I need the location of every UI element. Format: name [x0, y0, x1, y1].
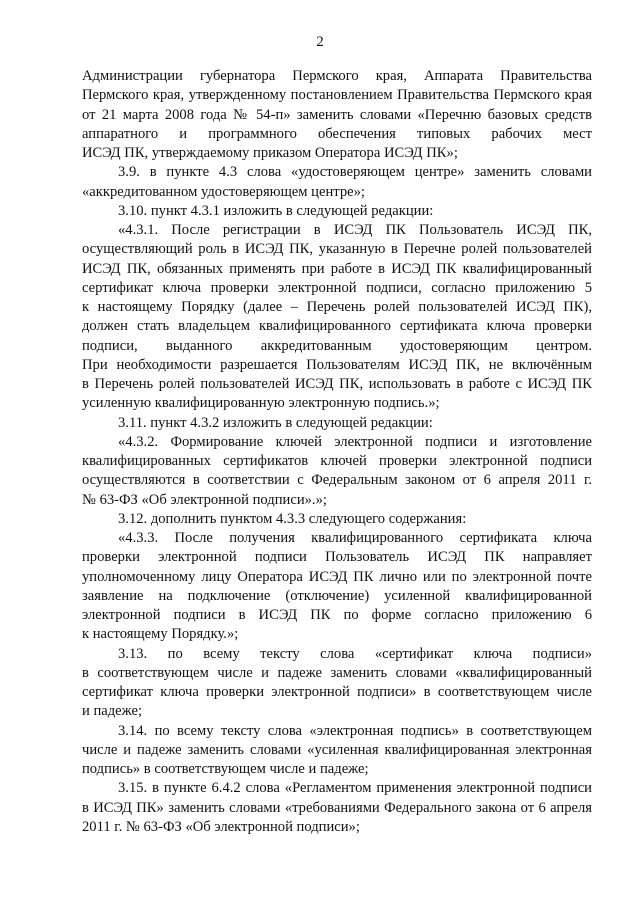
text-line: Администрации губернатора Пермского края, Аппарата Правительства [82, 68, 592, 84]
page-number: 2 [316, 34, 324, 50]
text-line: «4.3.3. После получения квалифицированного сертификата ключа [118, 530, 592, 546]
text-line: квалифицированных сертификатов ключей проверки электронной подписи [82, 453, 592, 469]
text-line: сертификат ключа проверки электронной подписи, согласно приложению 5 [82, 279, 592, 296]
text-line: «4.3.1. После регистрации в ИСЭД ПК Пользователь ИСЭД ПК, [118, 222, 592, 238]
text-line: осуществляются в соответствии с Федеральным законом от 6 апреля 2011 г. [82, 472, 592, 489]
text-line: 3.13. по всему тексту слова «сертификат ключа подписи» [118, 645, 592, 662]
text-line: 3.15. в пункте 6.4.2 слова «Регламентом применения электронной подписи [118, 780, 592, 797]
text-line: осуществляющий роль в ИСЭД ПК, указанную в Перечне ролей пользователей [82, 241, 592, 258]
text-line: 3.12. дополнить пунктом 4.3.3 следующего содержания: [118, 510, 467, 527]
text-line: и падеже; [82, 703, 143, 720]
text-line: от 21 марта 2008 года № 54-п» заменить словами «Перечню базовых средств [82, 106, 592, 123]
text-line: 3.14. по всему тексту слова «электронная подпись» в соответствующем [118, 722, 592, 739]
text-line: проверки электронной подписи Пользователь ИСЭД ПК направляет [82, 549, 592, 566]
text-line: к настоящему Порядку (далее – Перечень ролей пользователей ИСЭД ПК), [82, 299, 592, 315]
text-line: 2011 г. № 63-ФЗ «Об электронной подписи»; [82, 818, 360, 835]
document-body [82, 67, 592, 837]
text-line: аппаратного и программного обеспечения типовых рабочих мест [82, 125, 592, 142]
text-line: уполномоченному лицу Оператора ИСЭД ПК лично или по электронной почте [82, 568, 592, 585]
text-line: электронной подписи в ИСЭД ПК по форме согласно приложению 6 [82, 607, 592, 623]
text-line: ИСЭД ПК, утверждаемому приказом Оператора ИСЭД ПК»; [82, 145, 458, 161]
text-line: усиленную квалифицированную электронную подпись.»; [82, 395, 440, 412]
text-line: ИСЭД ПК, обязанных применять при работе в ИСЭД ПК квалифицированный [82, 260, 592, 277]
text-line: При необходимости разрешается Пользователям ИСЭД ПК, не включённым [82, 356, 592, 373]
text-line: 3.10. пункт 4.3.1 изложить в следующей редакции: [118, 202, 434, 219]
text-line: числе и падеже заменить словами «усиленная квалифицированная электронная [82, 741, 592, 758]
text-line: «аккредитованном удостоверяющем центре»; [82, 183, 365, 200]
text-line: в Перечень ролей пользователей ИСЭД ПК, использовать в работе с ИСЭД ПК [82, 376, 592, 392]
text-line: 3.11. пункт 4.3.2 изложить в следующей редакции: [118, 414, 433, 431]
text-line: № 63-ФЗ «Об электронной подписи».»; [82, 491, 327, 508]
text-line: подпись» в соответствующем числе и падеже; [82, 761, 369, 777]
text-line: 3.9. в пункте 4.3 слова «удостоверяющем центре» заменить словами [118, 164, 592, 181]
text-line: сертификат ключа проверки электронной подписи» в соответствующем числе [82, 684, 592, 700]
text-line: в ИСЭД ПК» заменить словами «требованиями Федерального закона от 6 апреля [82, 799, 592, 816]
text-line: подписи, выданного аккредитованным удостоверяющим центром. [82, 337, 592, 354]
text-line: «4.3.2. Формирование ключей электронной подписи и изготовление [118, 433, 592, 450]
text-line: должен стать владельцем квалифицированного сертификата ключа проверки [82, 318, 592, 335]
text-line: к настоящему Порядку.»; [82, 626, 239, 643]
text-line: Пермского края, утвержденному постановлением Правительства Пермского края [82, 87, 592, 104]
text-line: в соответствующем числе и падеже заменить словами «квалифицированный [82, 664, 592, 681]
text-line: заявление на подключение (отключение) усиленной квалифицированной [82, 587, 592, 604]
